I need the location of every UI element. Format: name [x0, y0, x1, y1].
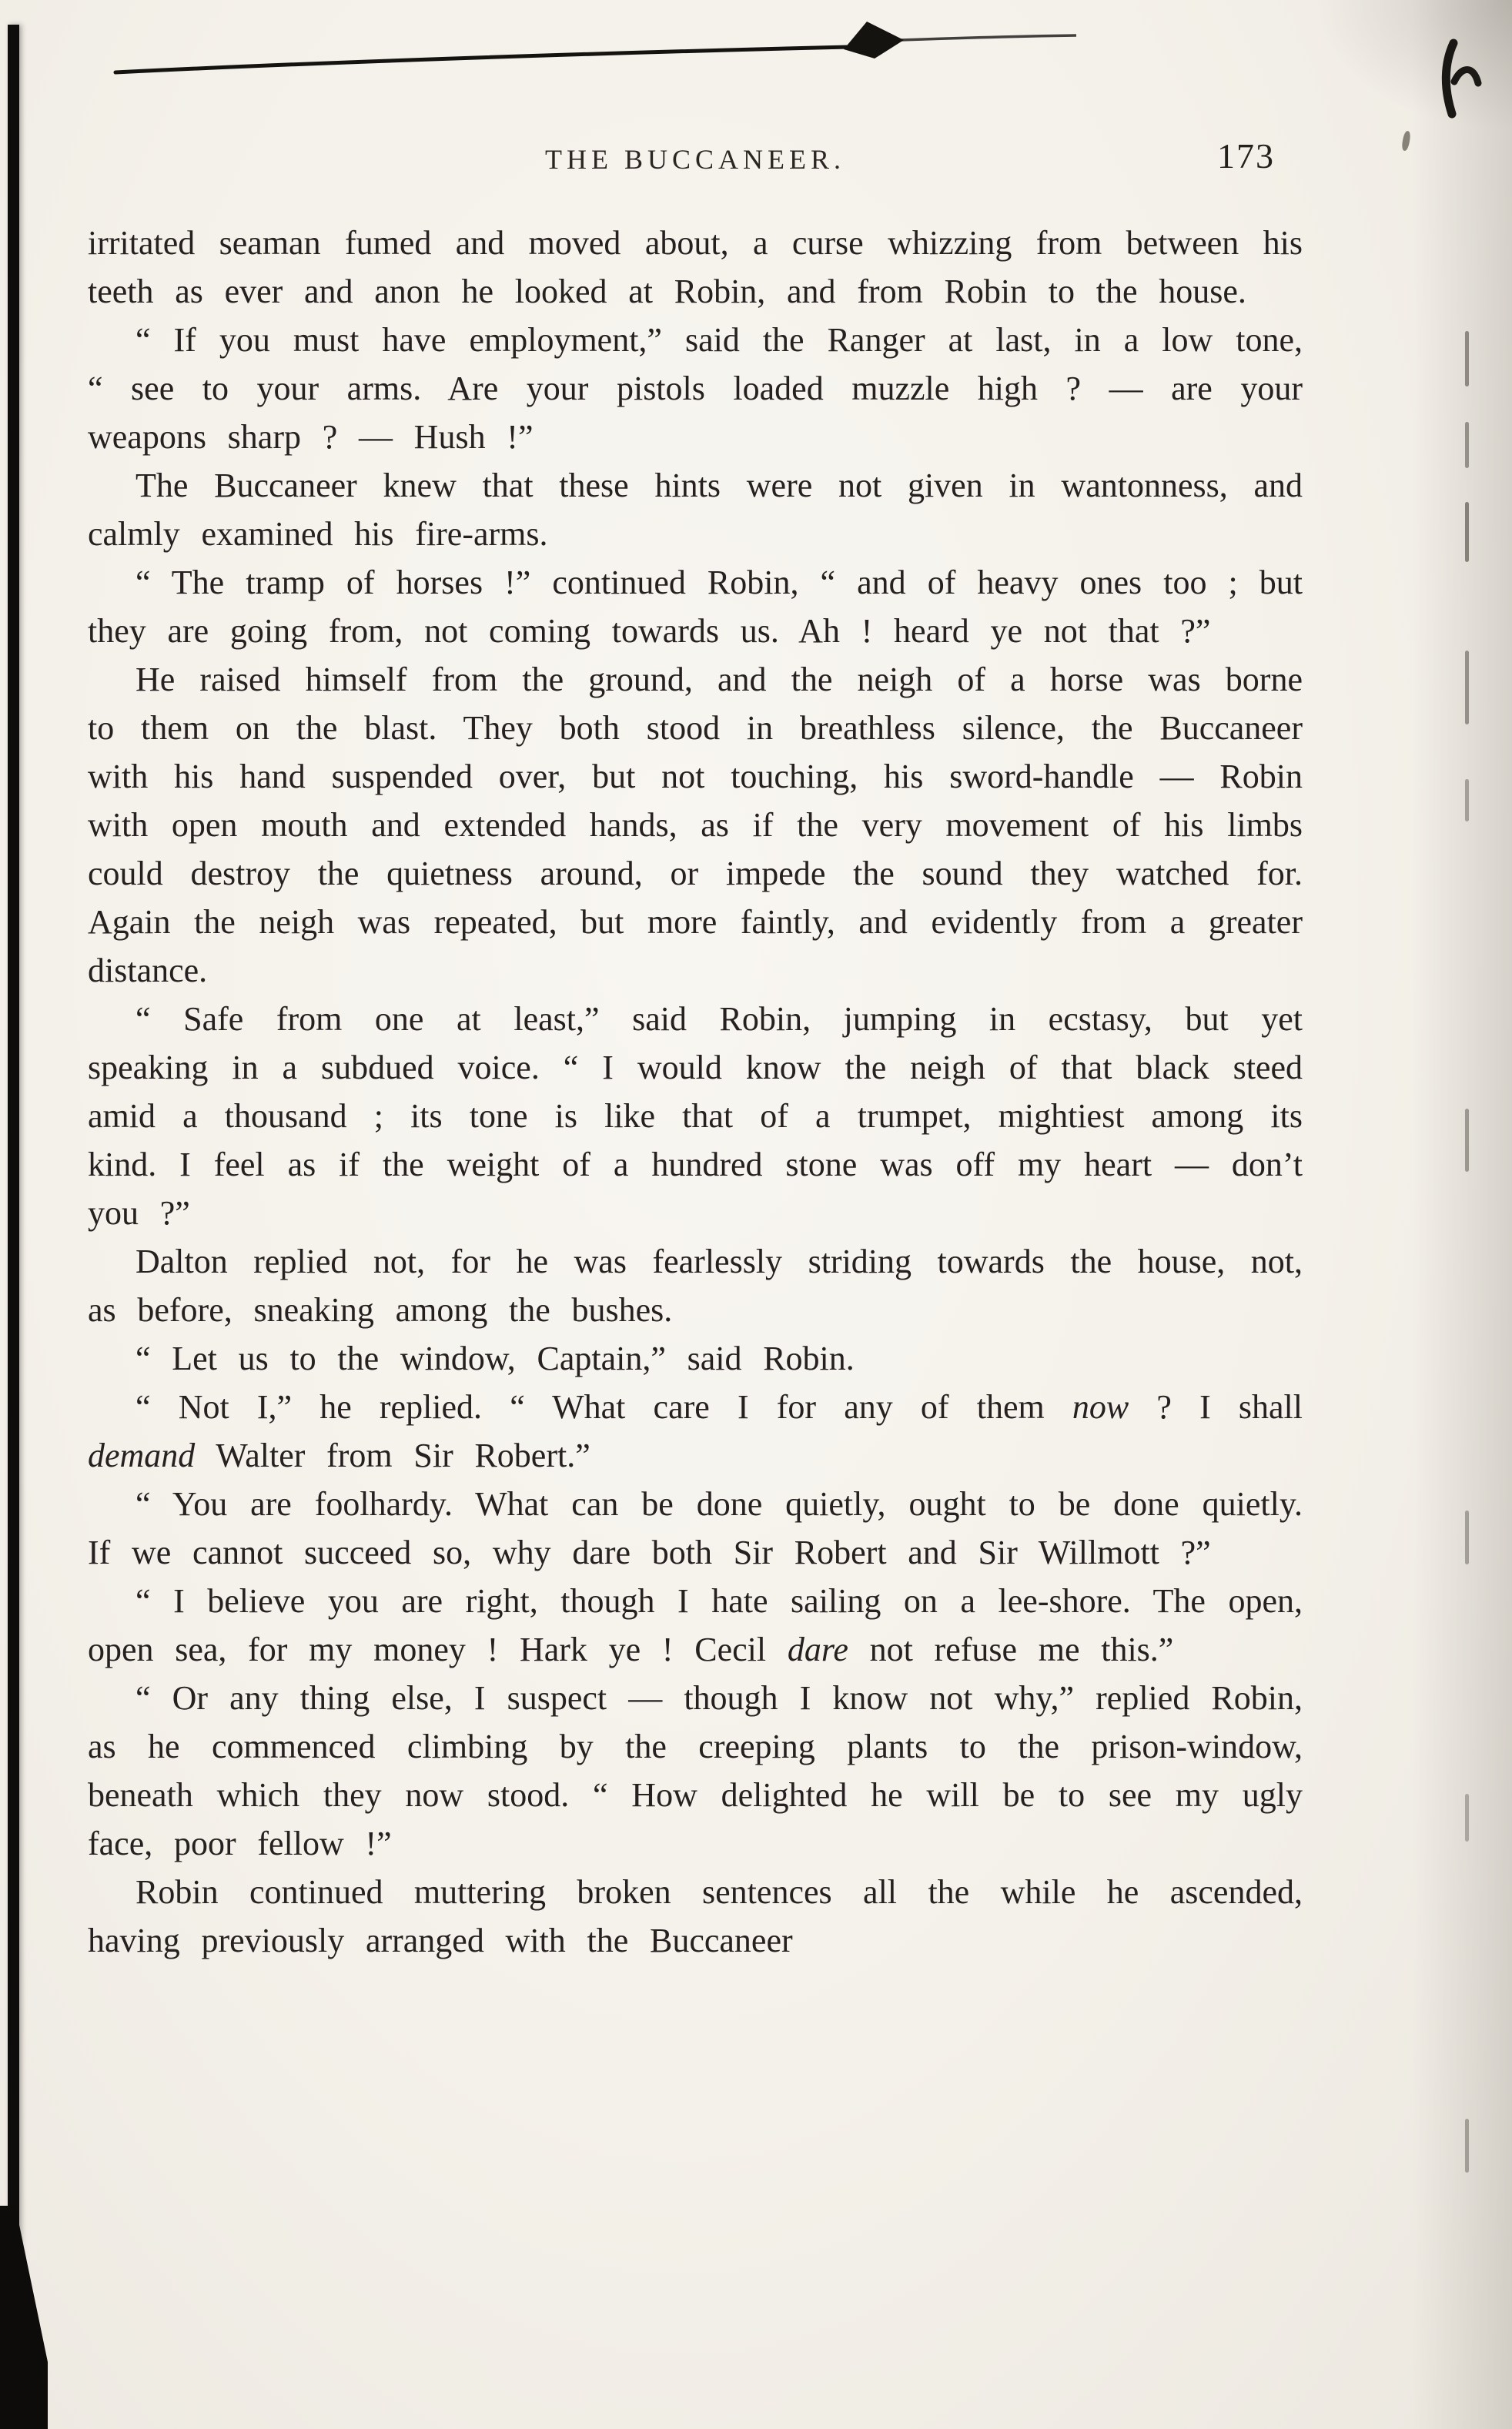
edge-dash [1465, 1511, 1469, 1564]
paragraph: “ If you must have employment,” said the Ranger at last, in a low tone, “ see to your arms. Are your pistols loaded muzzle high ? — are your weapons sharp ? — Hush !” [88, 321, 1303, 456]
paragraph: The Buccaneer knew that these hints were not given in wantonness, and calmly examined his fire-arms. [88, 467, 1303, 553]
paragraph: “ The tramp of horses !” continued Robin, “ and of heavy ones too ; but they are going from, not coming towards us. Ah ! heard ye not that ?” [88, 564, 1303, 650]
edge-dash [1465, 1794, 1469, 1842]
paragraph: “ I believe you are right, though I hate sailing on a lee-shore. The open, open sea, for my money ! Hark ye ! Cecil dare not refuse me this.” [88, 1582, 1303, 1668]
paragraph: “ Safe from one at least,” said Robin, jumping in ecstasy, but yet speaking in a subdued voice. “ I would know the neigh of that black steed amid a thousand ; its tone is like that of a trumpet, mightiest among its kind. I feel as if the weight of a hundred stone was off my heart — don’t you ?” [88, 1000, 1303, 1232]
edge-dash [1465, 502, 1469, 562]
binding-edge-wedge [0, 2206, 48, 2429]
binding-edge-bar [8, 25, 19, 2429]
page-edge-curve [0, 0, 1512, 108]
running-title: THE BUCCANEER. [545, 144, 845, 175]
edge-dash [1465, 2119, 1469, 2173]
ink-mark [1433, 37, 1487, 129]
edge-dash [1465, 1109, 1469, 1172]
page-header [88, 136, 1303, 194]
edge-dash [1465, 331, 1469, 386]
edge-dash [1465, 422, 1469, 468]
paragraph: “ Not I,” he replied. “ What care I for any of them now ? I shall demand Walter from Sir Robert.” [88, 1388, 1303, 1474]
page-body [88, 219, 1303, 1965]
text-block [88, 136, 1303, 1965]
paragraph: Robin continued muttering broken sentences all the while he ascended, having previously arranged with the Buccaneer [88, 1873, 1303, 1959]
paragraph: He raised himself from the ground, and the neigh of a horse was borne to them on the blast. They both stood in breathless silence, the Buccaneer with his hand suspended over, but not touching, his sword-handle — Robin with open mouth and extended hands, as if the very movement of his limbs could destroy the quietness around, or impede the sound they watched for. Again the neigh was repeated, but more faintly, and evidently from a greater distance. [88, 661, 1303, 989]
paragraph: “ Let us to the window, Captain,” said Robin. [135, 1340, 855, 1377]
paragraph: “ You are foolhardy. What can be done quietly, ought to be done quietly. If we cannot succeed so, why dare both Sir Robert and Sir Willmott ?” [88, 1485, 1303, 1571]
paragraph: irritated seaman fumed and moved about, a curse whizzing from between his teeth as ever and anon he looked at Robin, and from Robin to the house. [88, 224, 1303, 310]
speck-mark [1401, 130, 1411, 151]
scan-corner-shading [1312, 0, 1512, 131]
page-number: 173 [1217, 136, 1275, 176]
paragraph: Dalton replied not, for he was fearlessly striding towards the house, not, as before, sneaking among the bushes. [88, 1243, 1303, 1329]
edge-dash [1465, 779, 1469, 821]
paragraph: “ Or any thing else, I suspect — though I know not why,” replied Robin, as he commenced climbing by the creeping plants to the prison-window, beneath which they now stood. “ How delighted he will be to see my ugly face, poor fellow !” [88, 1679, 1303, 1862]
edge-dash [1465, 651, 1469, 724]
